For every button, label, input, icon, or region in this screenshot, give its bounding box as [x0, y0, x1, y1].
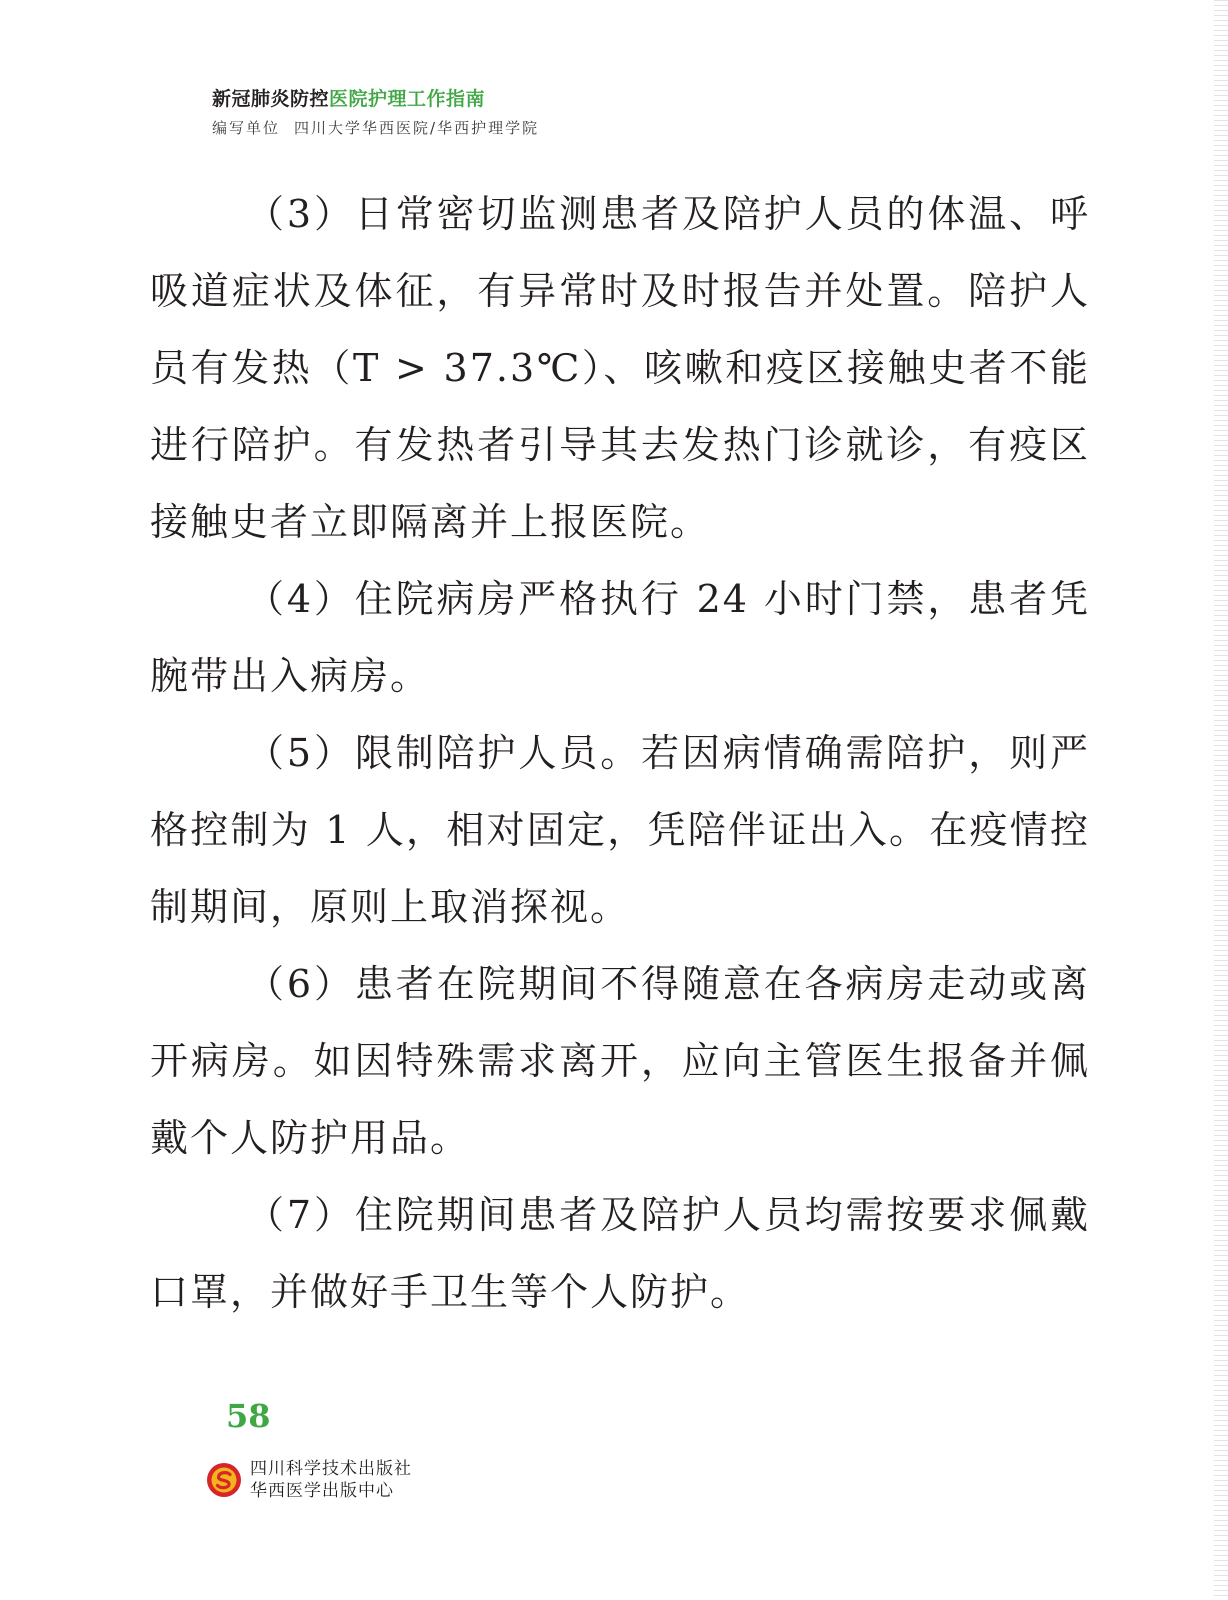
- body-text: [150, 176, 1090, 1331]
- book-title-accent: 医院护理工作指南: [329, 88, 486, 110]
- book-title-main: 新冠肺炎防控: [212, 88, 330, 110]
- publisher-logo-icon: [206, 1462, 242, 1498]
- page-number: 58: [226, 1397, 271, 1435]
- authors-label: 编写单位: [212, 119, 281, 137]
- authors-org: 四川大学华西医院/华西护理学院: [294, 119, 540, 137]
- paragraph-5: （5）限制陪护人员。若因病情确需陪护，则严格控制为 1 人，相对固定，凭陪伴证出入。在疫情控制期间，原则上取消探视。: [150, 731, 1090, 929]
- paragraph-4: （4）住院病房严格执行 24 小时门禁，患者凭腕带出入病房。: [150, 577, 1090, 698]
- crop-marks: [1214, 0, 1228, 1600]
- book-title: [212, 86, 539, 112]
- publisher-block: [206, 1458, 412, 1502]
- paragraph-7: （7）住院期间患者及陪护人员均需按要求佩戴口罩，并做好手卫生等个人防护。: [150, 1193, 1090, 1314]
- book-authors: [212, 118, 539, 138]
- publisher-center: 华西医学出版中心: [250, 1481, 394, 1501]
- publisher-name: 四川科学技术出版社: [250, 1459, 412, 1479]
- paragraph-6: （6）患者在院期间不得随意在各病房走动或离开病房。如因特殊需求离开，应向主管医生报备并佩戴个人防护用品。: [150, 962, 1090, 1160]
- paragraph-3: （3）日常密切监测患者及陪护人员的体温、呼吸道症状及体征，有异常时及时报告并处置。陪护人员有发热（T > 37.3℃）、咳嗽和疫区接触史者不能进行陪护。有发热者引导其去发热门诊就诊，有疫区接触史者立即隔离并上报医院。: [150, 192, 1090, 544]
- running-header: [212, 86, 539, 138]
